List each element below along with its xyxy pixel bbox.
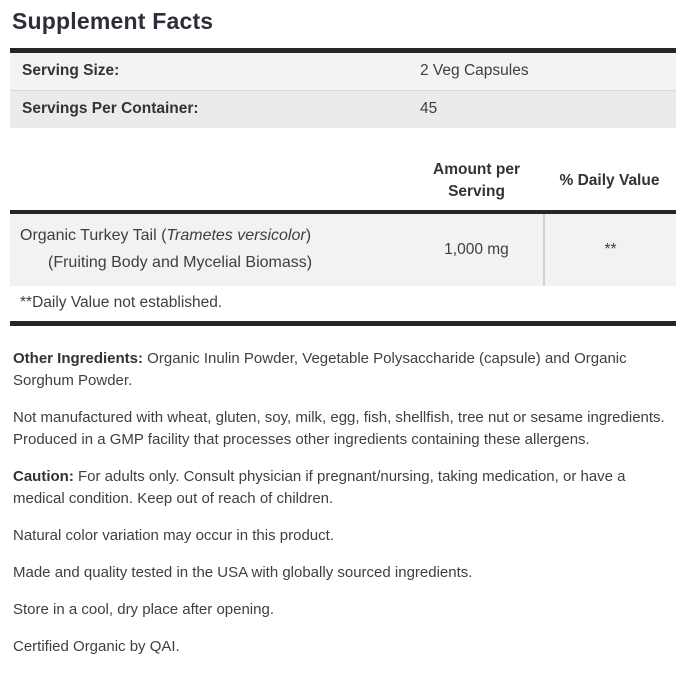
storage-text: Store in a cool, dry place after opening. (13, 601, 274, 618)
caution-label: Caution: (13, 468, 74, 485)
servings-per-container-row (10, 90, 676, 128)
info-paragraphs (13, 348, 676, 658)
ingredient-name-prefix: Organic Turkey Tail ( (20, 227, 167, 244)
other-ingredients-text: Organic Inulin Powder, Vegetable Polysaccharide (capsule) and Organic Sorghum Powder. (13, 350, 627, 389)
other-ingredients-label: Other Ingredients: (13, 350, 144, 367)
amount-per-serving-header (410, 159, 543, 203)
table-row (10, 214, 676, 286)
supplement-facts-label (10, 6, 676, 673)
amount-per-serving-header-text: Amount per Serving (433, 161, 520, 200)
caution-paragraph (13, 466, 676, 510)
allergen-text: Not manufactured with wheat, gluten, soy, milk, egg, fish, shellfish, tree nut or sesame ingredients. Produced in a GMP facility that processes other ingredients containing these allergens. (13, 409, 665, 448)
daily-value-footnote: **Daily Value not established. (20, 294, 223, 311)
serving-size-row (10, 53, 676, 90)
ingredient-latin-name: Trametes versicolor (166, 227, 306, 244)
other-ingredients-paragraph (13, 348, 676, 392)
made-in-usa-paragraph (13, 562, 676, 584)
color-variation-paragraph (13, 525, 676, 547)
servings-per-container-label: Servings Per Container: (22, 100, 199, 117)
ingredient-name-suffix: ) (305, 227, 312, 244)
ingredient-name-line2: (Fruiting Body and Mycelial Biomass) (48, 254, 313, 271)
ingredient-amount-cell: 1,000 mg (444, 241, 509, 258)
bottom-divider-bar (10, 321, 676, 326)
color-variation-text: Natural color variation may occur in this product. (13, 527, 334, 544)
certified-organic-paragraph (13, 636, 676, 658)
certified-organic-text: Certified Organic by QAI. (13, 638, 180, 655)
daily-value-header: % Daily Value (559, 172, 660, 189)
allergen-paragraph (13, 407, 676, 451)
ingredient-name-cell (10, 214, 410, 286)
ingredient-daily-value-cell: ** (543, 214, 676, 286)
serving-size-label: Serving Size: (22, 62, 120, 79)
servings-per-container-value: 45 (420, 100, 438, 117)
nutrition-table-header (10, 152, 676, 210)
serving-size-value: 2 Veg Capsules (420, 62, 529, 79)
page-title: Supplement Facts (12, 8, 214, 34)
ingredient-name-line1 (20, 222, 410, 249)
storage-paragraph (13, 599, 676, 621)
caution-text: For adults only. Consult physician if pregnant/nursing, taking medication, or have a medical condition. Keep out of reach of children. (13, 468, 626, 507)
made-in-usa-text: Made and quality tested in the USA with globally sourced ingredients. (13, 564, 473, 581)
